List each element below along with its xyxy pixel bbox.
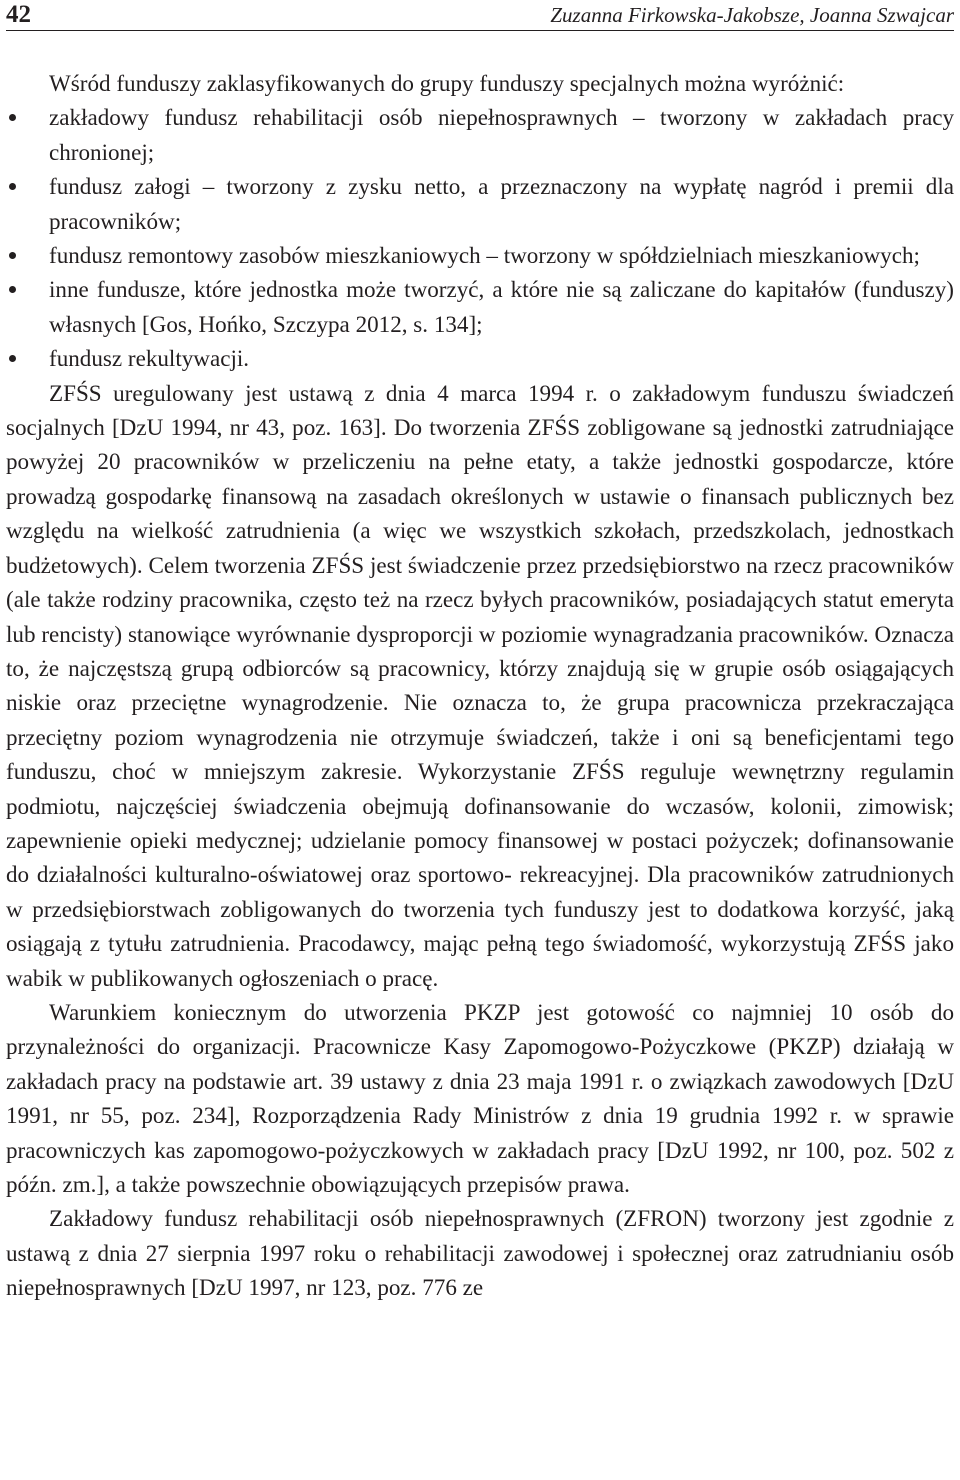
list-item	[6, 272, 954, 341]
list-item-text: zakładowy fundusz rehabilitacji osób niepełnosprawnych – tworzony w zakładach pracy chronionej;	[49, 104, 954, 165]
page-number: 42	[6, 1, 31, 28]
page-header	[6, 0, 954, 31]
zfron-paragraph: Zakładowy fundusz rehabilitacji osób niepełnosprawnych (ZFRON) tworzony jest zgodnie z ustawą z dnia 27 sierpnia 1997 roku o rehabilitacji zawodowej i społecznej oraz zatrudnianiu osób niepełnosprawnych [DzU 1997, nr 123, poz. 776 ze	[6, 1205, 954, 1301]
running-head-authors: Zuzanna Firkowska-Jakobsze, Joanna Szwajcar	[550, 3, 954, 27]
list-item-text: inne fundusze, które jednostka może tworzyć, a które nie są zaliczane do kapitałów (funduszy) własnych [Gos, Hońko, Szczypa 2012, s. 134];	[49, 276, 954, 337]
pkzp-paragraph: Warunkiem koniecznym do utworzenia PKZP jest gotowość co najmniej 10 osób do przynależności do organizacji. Pracownicze Kasy Zapomogowo-Pożyczkowe (PKZP) działają w zakładach pracy na podstawie art. 39 ustawy z dnia 23 maja 1991 r. o związkach zawodowych [DzU 1991, nr 55, poz. 234], Rozporządzenia Rady Ministrów z dnia 19 grudnia 1992 r. w sprawie pracowniczych kas zapomogowo-pożyczkowych w zakładach pracy [DzU 1992, nr 100, poz. 502 z późn. zm.], a także powszechnie obowiązujących przepisów prawa.	[6, 998, 954, 1197]
list-item	[6, 169, 954, 238]
intro-paragraph: Wśród funduszy zaklasyfikowanych do grupy funduszy specjalnych można wyróżnić:	[49, 70, 845, 96]
list-item-text: fundusz rekultywacji.	[49, 345, 250, 372]
fund-type-list	[6, 100, 954, 375]
list-item	[6, 238, 954, 272]
body-text	[6, 66, 954, 1305]
list-item-text: fundusz załogi – tworzony z zysku netto, a przeznaczony na wypłatę nagród i premii dla pracowników;	[49, 173, 954, 234]
zfss-paragraph: ZFŚS uregulowany jest ustawą z dnia 4 marca 1994 r. o zakładowym funduszu świadczeń socjalnych [DzU 1994, nr 43, poz. 163]. Do tworzenia ZFŚS zobligowane są jednostki zatrudniające powyżej 20 pracowników w przeliczeniu na pełne etaty, a także jednostki gospodarcze, które prowadzą gospodarkę finansową na zasadach określonych w ustawie o finansach publicznych bez względu na wielkość zatrudnienia (a więc we wszystkich szkołach, przedszkolach, jednostkach budżetowych). Celem tworzenia ZFŚS jest świadczenie przez przedsiębiorstwo na rzecz pracowników (ale także rodziny pracownika, często też na rzecz byłych pracowników, posiadających statut emeryta lub rencisty) stanowiące wyrównanie dysproporcji w poziomie wynagradzania pracowników. Oznacza to, że najczęstszą grupą odbiorców są pracownicy, którzy znajdują się w grupie osób osiągających niskie oraz przeciętne wynagrodzenie. Nie oznacza to, że grupa pracownicza przekraczająca przeciętny poziom wynagrodzenia nie otrzymuje świadczeń, także i oni są beneficjentami tego funduszu, choć w mniejszym zakresie. Wykorzystanie ZFŚS reguluje wewnętrzny regulamin podmiotu, najczęściej świadczenia obejmują dofinansowanie do wczasów, kolonii, zimowisk; zapewnienie opieki medycznej; udzielanie pomocy finansowej w postaci pożyczek; dofinansowanie do działalności kulturalno-oświatowej oraz sportowo- rekreacyjnej. Dla pracowników zatrudnionych w przedsiębiorstwach zobligowanych do tworzenia tych funduszy jest to dodatkowa korzyść, jaką osiągają z tytułu zatrudnienia. Pracodawcy, mając pełną tego świadomość, wykorzystują ZFŚS jako wabik w publikowanych ogłoszeniach o pracę.	[6, 379, 954, 991]
list-item-text: fundusz remontowy zasobów mieszkaniowych – tworzony w spółdzielniach mieszkaniowych;	[49, 242, 920, 269]
list-item	[6, 341, 954, 375]
list-item	[6, 100, 954, 169]
